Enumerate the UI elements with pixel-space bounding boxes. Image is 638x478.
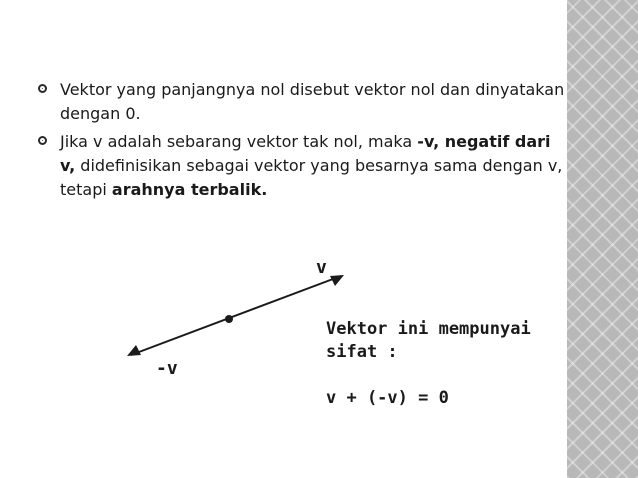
- note-line-2: sifat :: [326, 342, 398, 362]
- label-v: v: [316, 257, 327, 278]
- bullet-text-2a: Jika v adalah sebarang vektor tak nol, maka: [60, 132, 418, 151]
- arrowhead-v: [330, 275, 344, 286]
- bullet-text-1: Vektor yang panjangnya nol disebut vektor nol dan dinyatakan dengan 0.: [60, 80, 565, 123]
- origin-point: [225, 315, 233, 323]
- bullet-bold-arah: arahnya terbalik.: [111, 180, 268, 199]
- property-note: [326, 318, 531, 410]
- label-neg-v: -v: [156, 358, 178, 379]
- vector-line: [131, 276, 341, 355]
- note-equation: v + (-v) = 0: [326, 388, 449, 408]
- arrowhead-neg-v: [127, 345, 141, 356]
- bullet-text-2b: didefinisikan sebagai vektor yang besarnya sama dengan v, tetapi: [60, 156, 563, 199]
- note-line-1: Vektor ini mempunyai: [326, 319, 531, 339]
- bullet-bold-negatif: -v, negatif dari v,: [60, 132, 551, 175]
